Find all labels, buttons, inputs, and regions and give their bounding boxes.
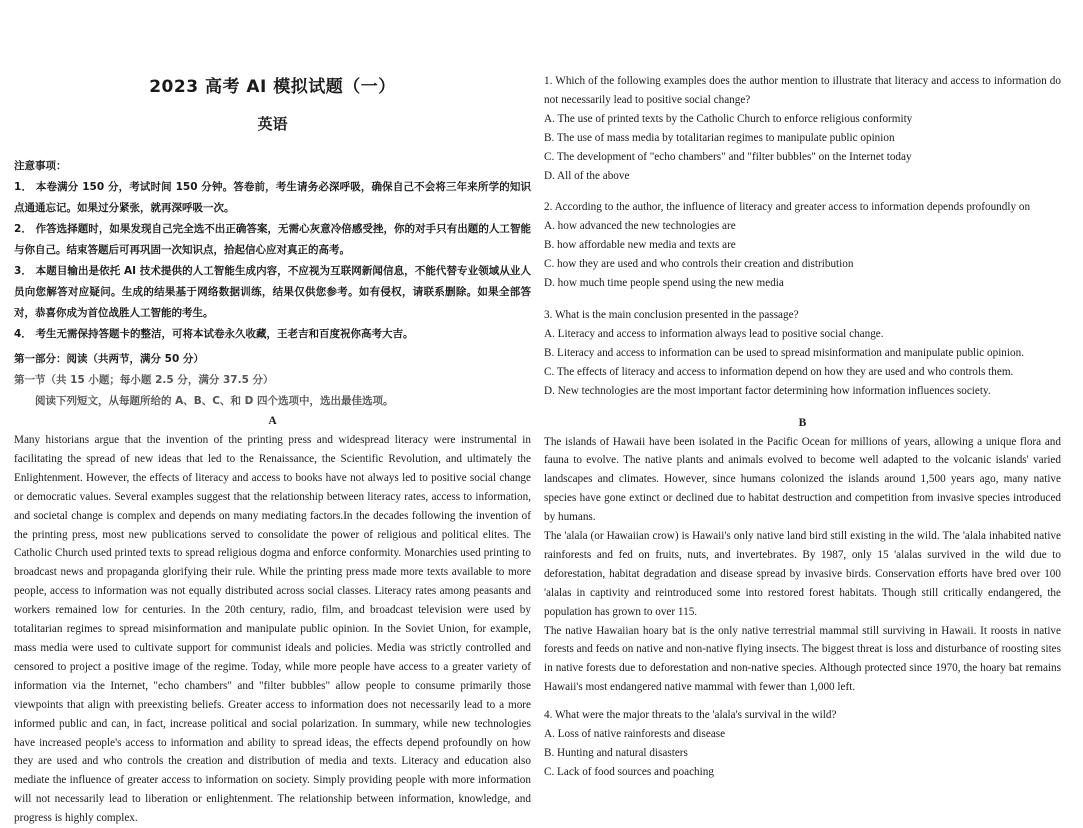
notice-item-4: 4． 考生无需保持答题卡的整洁，可将本试卷永久收藏，王老吉和百度祝你高考大吉。	[14, 328, 414, 340]
section-one-title: 第一节（共 15 小题；每小题 2.5 分，满分 37.5 分）	[14, 374, 274, 386]
question-2-option-c[interactable]: C. how they are used and who controls their creation and distribution	[544, 258, 854, 271]
part-one-title: 第一部分：阅读（共两节，满分 50 分）	[14, 353, 204, 365]
question-3	[544, 306, 1061, 401]
right-column	[544, 0, 1061, 782]
notice-item-1: 1． 本卷满分 150 分，考试时间 150 分钟。答卷前，考生请务必深呼吸，确保自己不会将三年来所学的知识点通通忘记。如果过分紧张，就再深呼吸一次。	[14, 181, 531, 214]
question-2-stem: 2. According to the author, the influence of literacy and greater access to information depends profoundly on	[544, 201, 1031, 214]
passage-b-question-gap	[544, 697, 1061, 706]
question-3-option-a[interactable]: A. Literacy and access to information always lead to positive social change.	[544, 327, 884, 340]
passage-a-letter: A	[268, 415, 277, 427]
question-4-option-c[interactable]: C. Lack of food sources and poaching	[544, 765, 714, 778]
notice-section	[14, 156, 531, 345]
question-4-stem: 4. What were the major threats to the 'alala's survival in the wild?	[544, 709, 837, 722]
question-3-stem: 3. What is the main conclusion presented in the passage?	[544, 308, 799, 321]
page-title: 2023 高考 AI 模拟试题（一）	[149, 77, 396, 97]
question-2-option-d[interactable]: D. how much time people spend using the new media	[544, 277, 784, 290]
section-one-instruction: 阅读下列短文，从每题所给的 A、B、C、和 D 四个选项中，选出最佳选项。	[35, 395, 394, 407]
question-4-option-a[interactable]: A. Loss of native rainforests and disease	[544, 728, 726, 741]
question-4	[544, 706, 1061, 782]
question-3-option-d[interactable]: D. New technologies are the most important factor determining how information influences society.	[544, 384, 991, 397]
question-1-option-a[interactable]: A. The use of printed texts by the Catholic Church to enforce religious conformity	[544, 112, 913, 125]
question-1-option-d[interactable]: D. All of the above	[544, 169, 630, 182]
subject-title: 英语	[257, 115, 288, 133]
left-column	[14, 0, 531, 828]
question-1-stem: 1. Which of the following examples does the author mention to illustrate that literacy and access to information do not necessarily lead to positive social change?	[544, 75, 1061, 106]
question-2	[544, 198, 1061, 293]
notice-heading: 注意事项：	[14, 160, 67, 172]
question-1	[544, 72, 1061, 185]
question-4-option-b[interactable]: B. Hunting and natural disasters	[544, 747, 688, 759]
question-3-option-c[interactable]: C. The effects of literacy and access to information depend on how they are used and who controls them.	[544, 365, 1014, 378]
passage-b-paragraph-3: The native Hawaiian hoary bat is the only native terrestrial mammal still surviving in Hawaii. It roosts in native forests and feeds on native and non-native flying insects. The biggest threat is loss and disturbance of roosting sites in native forests due to deforestation and non-native species. Although protected since 1970, the hoary bat remains Hawaii's most endangered native mammal with fewer than 1,000 left.	[544, 624, 1061, 694]
passage-b-paragraph-2: The 'alala (or Hawaiian crow) is Hawaii's only native land bird still existing in the wild. The 'alala inhabited native rainforests and fed on fruits, nuts, and invertebrates. By 1987, only 15 'alalas survived in the wild due to deforestation, habitat degradation and disease spread by invasive birds. Conservation efforts have bred over 100 'alalas in captivity and reintroduced some into restored forest habitats. Though still critically endangered, the population has grown to over 115.	[544, 530, 1061, 618]
notice-item-3: 3． 本题目输出是依托 AI 技术提供的人工智能生成内容，不应视为互联网新闻信息，不能代替专业领域从业人员向您解答对应疑问。生成的结果基于网络数据训练，结果仅供您参考。如有侵权，请联系删除。如果全部答对，恭喜你成为首位战胜人工智能的考生。	[14, 265, 531, 319]
passage-a-paragraph: Many historians argue that the invention of the printing press and widespread literacy were instrumental in facilitating the spread of new ideas that led to the Renaissance, the Scientific Revolution, and ultimately the Enlightenment. However, the effects of literacy and access to books have not always led to positive social change or democratic values. Several examples suggest that the relationship between literacy rates, access to information, and societal change is complex and depends on many mediating factors.In the decades following the invention of the printing press, most new publications served to consolidate the power of religious and political elites. The Catholic Church used printed texts to spread religious dogma and enforce conformity. Monarchies used printing to broadcast news and propaganda glorifying their rule. While the printing press made more texts available to more people, access to information was not equally distributed across social classes. Literacy rates among peasants and workers remained low for centuries. In the 20th century, radio, film, and broadcast television were used by totalitarian regimes to spread misinformation and manipulate public opinion. In the Soviet Union, for example, mass media were used to cultivate support for communist ideals and policies. Media was strictly controlled and censored to project a positive image of the regime. Today, while more people have access to a greater variety of information via the Internet, "echo chambers" and "filter bubbles" allow people to consume primarily those viewpoints that align with preexisting beliefs. Greater access to information does not necessarily lead to a more informed public and can, in fact, increase political and social polarization. In summary, while new technologies have increased people's access to information and ability to spread ideas, the effects depend profoundly on how they are used and who controls the creation and distribution of media and texts. Literacy and education also mediate the influence of greater access to information on society. Simply providing people with more information will not necessarily lead to liberation or enlightenment. The relationship between information, knowledge, and progress is highly complex.	[14, 434, 531, 825]
question-1-option-c[interactable]: C. The development of "echo chambers" and "filter bubbles" on the Internet today	[544, 150, 912, 163]
notice-item-2: 2． 作答选择题时，如果发现自己完全选不出正确答案，无需心灰意冷倍感受挫，你的对手只有出题的人工智能与你自己。结束答题后可再巩固一次知识点，拾起信心应对真正的高考。	[14, 223, 531, 256]
passage-b-paragraph-1: The islands of Hawaii have been isolated in the Pacific Ocean for millions of years, allowing a unique flora and fauna to evolve. The native plants and animals evolved to become well adapted to the volcanic islands' varied landscapes and climates. However, since humans colonized the islands around 1,500 years ago, many native species have gone extinct or declined due to habitat destruction and competition from invasive species introduced by humans.	[544, 435, 1061, 524]
question-2-option-a[interactable]: A. how advanced the new technologies are	[544, 220, 736, 233]
question-1-option-b[interactable]: B. The use of mass media by totalitarian regimes to manipulate public opinion	[544, 131, 895, 144]
question-2-option-b[interactable]: B. how affordable new media and texts are	[544, 239, 736, 252]
question-3-option-b[interactable]: B. Literacy and access to information can be used to spread misinformation and manipulate public opinion.	[544, 346, 1024, 359]
passage-b-letter: B	[798, 416, 807, 429]
